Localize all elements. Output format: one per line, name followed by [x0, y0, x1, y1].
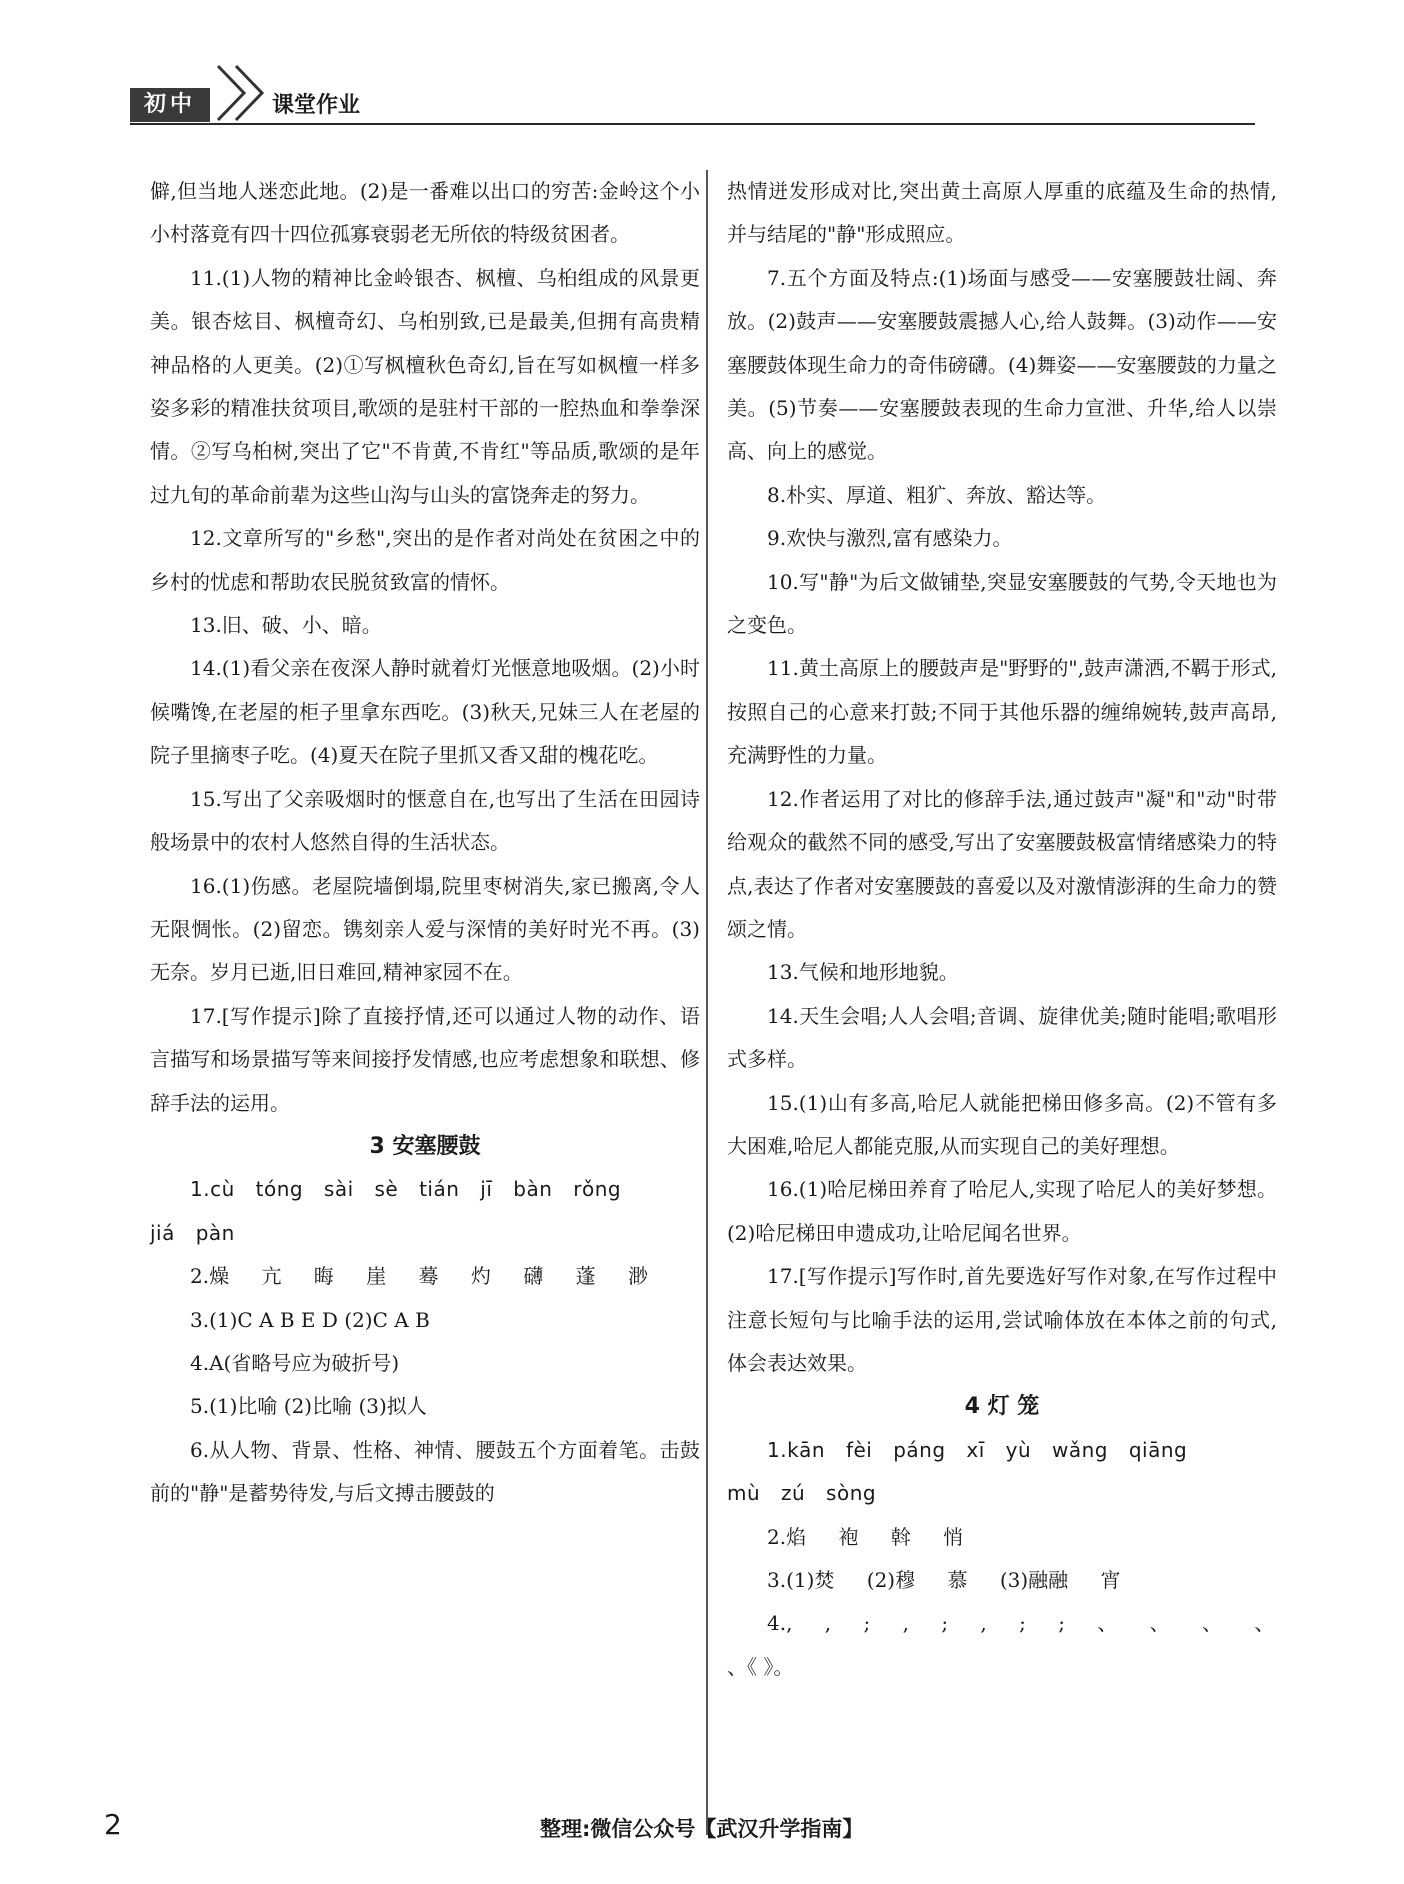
answer-6: 6.从人物、背景、性格、神情、腰鼓五个方面着笔。击鼓前的"静"是蓄势待发,与后文搏击腰鼓的 [150, 1437, 700, 1506]
section-title-4: 4 灯 笼 [964, 1394, 1040, 1420]
answer-3: 3.(1)焚 (2)穆 慕 (3)融融 宵 [767, 1568, 1121, 1592]
pinyin-answer-line2: jiá pàn [150, 1220, 235, 1245]
answer-13: 13.旧、破、小、暗。 [190, 613, 382, 638]
page-header [130, 88, 1255, 124]
answer-2: 2.焰 袍 斡 悄 [767, 1524, 964, 1549]
answer-10: 10.写"静"为后文做铺垫,突显安塞腰鼓的气势,令天地也为之变色。 [727, 569, 1277, 638]
right-column [727, 170, 1277, 1689]
answer-15: 15.(1)山有多高,哈尼人就能把梯田修多高。(2)不管有多大困难,哈尼人都能克服,从而实现自己的美好理想。 [727, 1090, 1277, 1158]
answer-15: 15.写出了父亲吸烟时的惬意自在,也写出了生活在田园诗般场景中的农村人悠然自得的生活状态。 [150, 786, 700, 855]
pinyin-answer-line1: 1.kān fèi páng xī yù wǎng qiāng [767, 1437, 1188, 1462]
grade-badge: 初中 [130, 88, 210, 122]
answer-5: 5.(1)比喻 (2)比喻 (3)拟人 [190, 1394, 427, 1419]
footer-credit: 整理:微信公众号【武汉升学指南】 [540, 1817, 864, 1841]
pinyin-answer-line1: 1.cù tóng sài sè tián jī bàn rǒng [190, 1177, 622, 1202]
answer-4: 4., , ; , ; , ; ; 、 、 、 、 [767, 1611, 1275, 1636]
section-title-3: 3 安塞腰鼓 [369, 1133, 481, 1159]
answer-17: 17.[写作提示]写作时,首先要选好写作对象,在写作过程中注意长短句与比喻手法的运用,尝试喻体放在本体之前的句式,体会表达效果。 [727, 1264, 1277, 1375]
pinyin-answer-line2: mù zú sòng [727, 1481, 877, 1506]
answer-4-continued: 、《 》。 [727, 1654, 794, 1679]
book-title: 课堂作业 [272, 93, 361, 118]
answer-7: 7.五个方面及特点:(1)场面与感受——安塞腰鼓壮阔、奔放。(2)鼓声——安塞腰鼓震撼人心,给人鼓舞。(3)动作——安塞腰鼓体现生命力的奇伟磅礴。(4)舞姿——安塞腰鼓的力量之美。(5)节奏——安塞腰鼓表现的生命力宣泄、升华,给人以崇高、向上的感觉。 [727, 265, 1277, 464]
answer-16: 16.(1)伤感。老屋院墙倒塌,院里枣树消失,家已搬离,令人无限惆怅。(2)留恋。镌刻亲人爱与深情的美好时光不再。(3)无奈。岁月已逝,旧日难回,精神家园不在。 [150, 873, 700, 985]
header-rule [130, 123, 1255, 125]
answer-11: 11.黄土高原上的腰鼓声是"野野的",鼓声潇洒,不羁于形式,按照自己的心意来打鼓;不同于其他乐器的缠绵婉转,鼓声高昂,充满野性的力量。 [727, 656, 1277, 768]
answer-8: 8.朴实、厚道、粗犷、奔放、豁达等。 [767, 482, 1107, 507]
answer-11: 11.(1)人物的精神比金岭银杏、枫檀、乌桕组成的风景更美。银杏炫目、枫檀奇幻、乌桕别致,已是最美,但拥有高贵精神品格的人更美。(2)①写枫檀秋色奇幻,旨在写如枫檀一样多姿多彩的精准扶贫项目,歌颂的是驻村干部的一腔热血和拳拳深情。②写乌桕树,突出了它"不肯黄,不肯红"等品质,歌颂的是年过九旬的革命前辈为这些山沟与山头的富饶奔走的努力。 [150, 265, 700, 507]
answer-16: 16.(1)哈尼梯田养育了哈尼人,实现了哈尼人的美好梦想。(2)哈尼梯田申遗成功,让哈尼闻名世界。 [727, 1177, 1277, 1245]
answer-14: 14.(1)看父亲在夜深人静时就着灯光惬意地吸烟。(2)小时候嘴馋,在老屋的柜子里拿东西吃。(3)秋天,兄妹三人在老屋的院子里摘枣子吃。(4)夏天在院子里抓又香又甜的槐花吃。 [150, 656, 700, 768]
answer-6-continued: 热情迸发形成对比,突出黄土高原人厚重的底蕴及生命的热情,并与结尾的"静"形成照应。 [727, 179, 1277, 247]
answer-2: 2.燥 亢 晦 崖 蓦 灼 礴 蓬 渺 [190, 1264, 648, 1289]
answer-4: 4.A(省略号应为破折号) [190, 1350, 400, 1375]
answer-12: 12.文章所写的"乡愁",突出的是作者对尚处在贫困之中的乡村的忧虑和帮助农民脱贫致富的情怀。 [150, 526, 700, 594]
answer-17: 17.[写作提示]除了直接抒情,还可以通过人物的动作、语言描写和场景描写等来间接抒发情感,也应考虑想象和联想、修辞手法的运用。 [150, 1003, 700, 1115]
left-column [150, 170, 700, 1516]
answer-9: 9.欢快与激烈,富有感染力。 [767, 526, 1013, 551]
answer-12: 12.作者运用了对比的修辞手法,通过鼓声"凝"和"动"时带给观众的截然不同的感受,写出了安塞腰鼓极富情绪感染力的特点,表达了作者对安塞腰鼓的喜爱以及对激情澎湃的生命力的赞颂之情。 [727, 786, 1277, 941]
answer-14: 14.天生会唱;人人会唱;音调、旋律优美;随时能唱;歌唱形式多样。 [727, 1003, 1277, 1072]
column-divider [706, 170, 708, 1835]
answer-paragraph: 僻,但当地人迷恋此地。(2)是一番难以出口的穷苦:金岭这个小小村落竟有四十四位孤寡衰弱老无所依的特级贫困者。 [150, 179, 700, 247]
answer-3: 3.(1)C A B E D (2)C A B [190, 1307, 430, 1332]
answer-13: 13.气候和地形地貌。 [767, 960, 959, 985]
page-number: 2 [104, 1808, 122, 1841]
